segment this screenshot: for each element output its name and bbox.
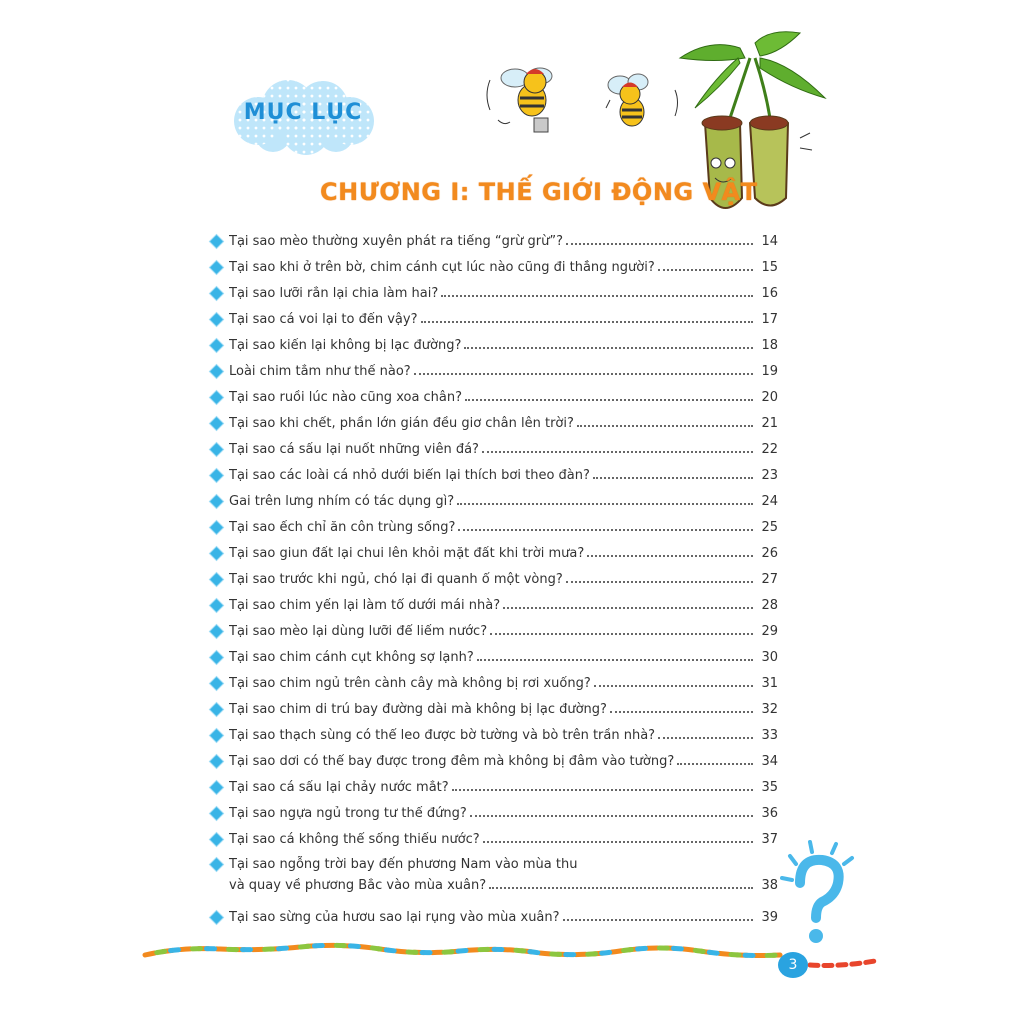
dot-leader (489, 887, 753, 889)
dot-leader (482, 451, 753, 453)
toc-entry-title: Tại sao giun đất lại chui lên khỏi mặt đất khi trời mưa? (229, 545, 585, 561)
toc-entry-page: 32 (761, 701, 778, 717)
decorative-dashed-wave (140, 935, 880, 975)
toc-entry-title: Loài chim tắm như thế nào? (229, 363, 411, 379)
toc-entry (212, 800, 778, 826)
toc-entry-title: Tại sao chim yến lại làm tổ dưới mái nhà? (229, 597, 501, 613)
dot-leader (577, 425, 753, 427)
toc-entry-page: 15 (761, 259, 778, 275)
toc-entry-page: 30 (761, 649, 778, 665)
bees-illustration (470, 60, 690, 150)
toc-entry (212, 904, 778, 930)
toc-heading: MỤC LỤC (243, 100, 363, 125)
toc-entry (212, 748, 778, 774)
diamond-bullet-icon (210, 599, 223, 612)
toc-entry (212, 644, 778, 670)
dot-leader (464, 347, 753, 349)
toc-entry-title: Tại sao chim di trú bay đường dài mà không bị lạc đường? (229, 701, 607, 717)
diamond-bullet-icon (210, 833, 223, 846)
page-number: 3 (778, 952, 808, 978)
toc-entry-title: Tại sao ngựa ngủ trong tư thế đứng? (229, 805, 467, 821)
diamond-bullet-icon (210, 911, 223, 924)
dot-leader (452, 789, 753, 791)
bee-left (487, 68, 552, 132)
toc-entry (212, 826, 778, 852)
toc-entry-title: Tại sao trước khi ngủ, chó lại đi quanh ổ một vòng? (229, 571, 563, 587)
toc-entry (212, 332, 778, 358)
toc-entry (212, 254, 778, 280)
diamond-bullet-icon (210, 443, 223, 456)
diamond-bullet-icon (210, 261, 223, 274)
dot-leader (658, 737, 753, 739)
diamond-bullet-icon (210, 677, 223, 690)
dot-leader (457, 503, 753, 505)
dot-leader (610, 711, 753, 713)
toc-entry-page: 18 (761, 337, 778, 353)
toc-entry-title: Tại sao lưỡi rắn lại chia làm hai? (229, 285, 439, 301)
diamond-bullet-icon (210, 313, 223, 326)
diamond-bullet-icon (210, 625, 223, 638)
diamond-bullet-icon (210, 287, 223, 300)
toc-entry (212, 618, 778, 644)
toc-entry-page: 26 (761, 545, 778, 561)
dot-leader (566, 243, 753, 245)
dot-leader (658, 269, 753, 271)
toc-entry-page: 37 (761, 831, 778, 847)
toc-entry-title: Tại sao chim cánh cụt không sợ lạnh? (229, 649, 474, 665)
diamond-bullet-icon (210, 807, 223, 820)
toc-entry (212, 566, 778, 592)
toc-entry-page: 36 (761, 805, 778, 821)
dot-leader (503, 607, 753, 609)
diamond-bullet-icon (210, 755, 223, 768)
toc-entry-page: 35 (761, 779, 778, 795)
toc-entry-title: Tại sao cá voi lại to đến vậy? (229, 311, 418, 327)
toc-entry (212, 306, 778, 332)
diamond-bullet-icon (210, 547, 223, 560)
toc-entry (212, 358, 778, 384)
toc-entry (212, 852, 778, 904)
toc-entry-page: 25 (761, 519, 778, 535)
toc-entry-title: Tại sao cá sấu lại nuốt những viên đá? (229, 441, 479, 457)
toc-entry-title-line1: Tại sao ngỗng trời bay đến phương Nam vào mùa thu (229, 857, 578, 872)
dot-leader (587, 555, 753, 557)
toc-entry-title: Tại sao ruồi lúc nào cũng xoa chân? (229, 389, 463, 405)
diamond-bullet-icon (210, 729, 223, 742)
diamond-bullet-icon (210, 469, 223, 482)
table-of-contents (212, 228, 778, 930)
toc-entry (212, 696, 778, 722)
toc-entry (212, 774, 778, 800)
toc-entry-title-line2: và quay về phương Bắc vào mùa xuân? (229, 878, 487, 893)
diamond-bullet-icon (210, 703, 223, 716)
toc-entry (212, 228, 778, 254)
toc-entry-title: Tại sao khi chết, phần lớn gián đều giơ chân lên trời? (229, 415, 574, 431)
toc-entry-title: Tại sao khi ở trên bờ, chim cánh cụt lúc nào cũng đi thẳng người? (229, 259, 655, 275)
dot-leader (441, 295, 753, 297)
toc-entry-page: 17 (761, 311, 778, 327)
toc-entry (212, 410, 778, 436)
dot-leader (677, 763, 753, 765)
toc-entry-page: 27 (761, 571, 778, 587)
toc-entry-title: Tại sao chim ngủ trên cành cây mà không bị rơi xuống? (229, 675, 591, 691)
toc-entry-title: Tại sao các loài cá nhỏ dưới biển lại thích bơi theo đàn? (229, 467, 590, 483)
toc-entry-title: Tại sao sừng của hươu sao lại rụng vào mùa xuân? (229, 909, 560, 925)
toc-entry-title: Tại sao thạch sùng có thể leo được bờ tường và bò trên trần nhà? (229, 727, 656, 743)
toc-entry (212, 592, 778, 618)
dot-leader (563, 919, 753, 921)
toc-entry-title: Tại sao cá sấu lại chảy nước mắt? (229, 779, 449, 795)
toc-entry-page: 24 (761, 493, 778, 509)
toc-entry-page: 14 (761, 233, 778, 249)
toc-entry-page: 20 (761, 389, 778, 405)
dot-leader (594, 685, 753, 687)
toc-entry-page: 38 (761, 878, 778, 893)
diamond-bullet-icon (210, 858, 223, 871)
dot-leader (593, 477, 753, 479)
diamond-bullet-icon (210, 495, 223, 508)
diamond-bullet-icon (210, 573, 223, 586)
toc-entry-title: Tại sao mèo lại dùng lưỡi để liếm nước? (229, 623, 488, 639)
toc-entry-title: Gai trên lưng nhím có tác dụng gì? (229, 493, 455, 509)
dot-leader (477, 659, 753, 661)
toc-entry-page: 34 (761, 753, 778, 769)
toc-entry-page: 39 (761, 909, 778, 925)
toc-entry (212, 514, 778, 540)
toc-entry-title: Tại sao ếch chỉ ăn côn trùng sống? (229, 519, 456, 535)
toc-entry-title: Tại sao mèo thường xuyên phát ra tiếng “grừ grừ”? (229, 233, 564, 249)
toc-entry (212, 722, 778, 748)
toc-entry-title: Tại sao dơi có thể bay được trong đêm mà không bị đâm vào tường? (229, 753, 675, 769)
toc-entry-page: 19 (761, 363, 778, 379)
diamond-bullet-icon (210, 651, 223, 664)
toc-entry-page: 29 (761, 623, 778, 639)
toc-entry-page: 21 (761, 415, 778, 431)
dot-leader (566, 581, 753, 583)
toc-entry (212, 488, 778, 514)
dot-leader (470, 815, 753, 817)
diamond-bullet-icon (210, 339, 223, 352)
diamond-bullet-icon (210, 235, 223, 248)
diamond-bullet-icon (210, 417, 223, 430)
toc-entry-page: 28 (761, 597, 778, 613)
dot-leader (465, 399, 753, 401)
toc-entry-title: Tại sao kiến lại không bị lạc đường? (229, 337, 462, 353)
toc-entry (212, 280, 778, 306)
dot-leader (458, 529, 753, 531)
diamond-bullet-icon (210, 391, 223, 404)
dot-leader (414, 373, 753, 375)
toc-entry (212, 462, 778, 488)
question-mark-icon (770, 838, 860, 948)
toc-entry-page: 22 (761, 441, 778, 457)
toc-entry-page: 23 (761, 467, 778, 483)
diamond-bullet-icon (210, 365, 223, 378)
dot-leader (421, 321, 754, 323)
toc-entry-page: 16 (761, 285, 778, 301)
toc-entry (212, 670, 778, 696)
toc-entry-page: 33 (761, 727, 778, 743)
toc-entry-page: 31 (761, 675, 778, 691)
diamond-bullet-icon (210, 521, 223, 534)
toc-entry (212, 540, 778, 566)
dot-leader (490, 633, 753, 635)
toc-entry-title: Tại sao cá không thể sống thiếu nước? (229, 831, 480, 847)
dot-leader (483, 841, 753, 843)
toc-entry (212, 384, 778, 410)
chapter-title: CHƯƠNG I: THẾ GIỚI ĐỘNG VẬT (320, 178, 758, 206)
diamond-bullet-icon (210, 781, 223, 794)
toc-entry (212, 436, 778, 462)
